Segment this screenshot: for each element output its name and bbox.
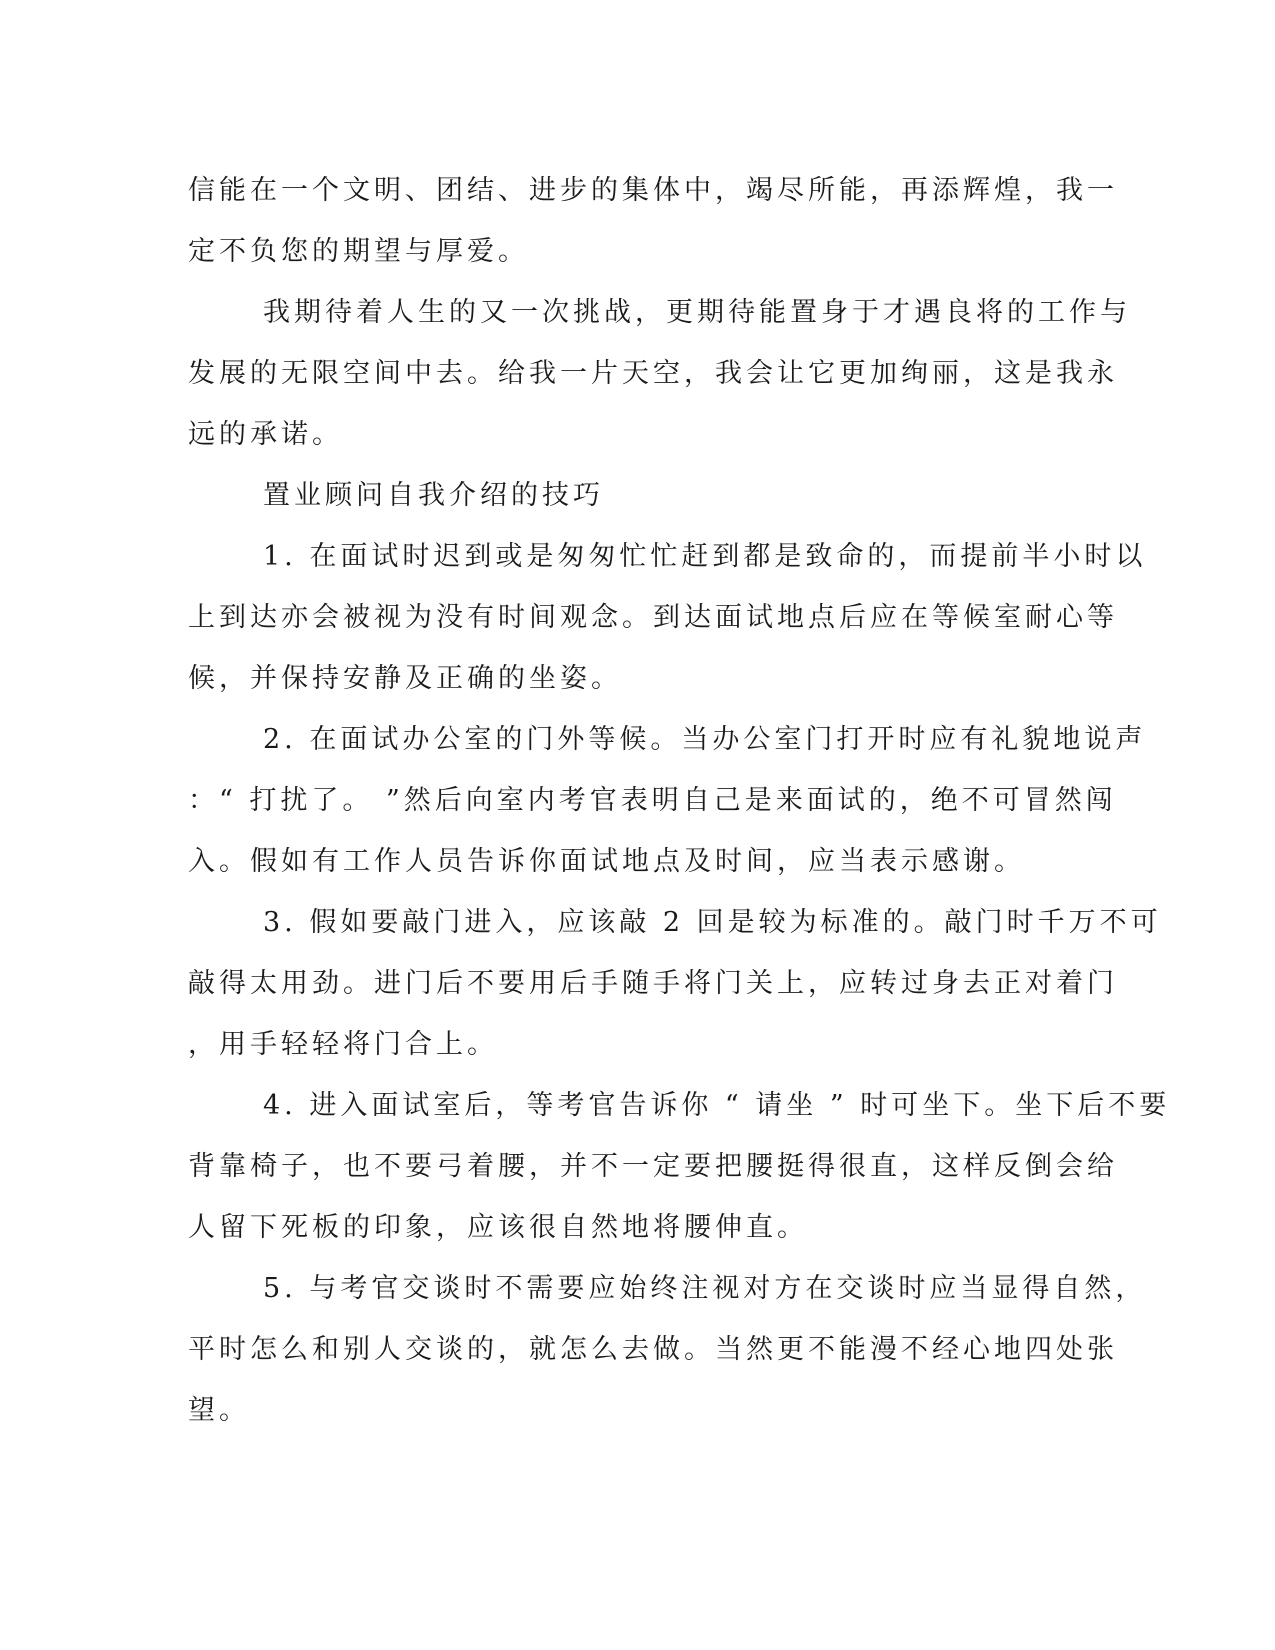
heading-text: 置业顾问自我介绍的技巧 xyxy=(263,480,604,511)
text-line: 发展的无限空间中去。给我一片天空，我会让它更加绚丽，这是我永 xyxy=(188,358,1118,389)
paragraph-tip-4 xyxy=(188,1075,1171,1258)
text-line: 我期待着人生的又一次挑战，更期待能置身于才遇良将的工作与 xyxy=(263,297,1131,328)
paragraph-1 xyxy=(188,160,1118,282)
text-line: 信能在一个文明、团结、进步的集体中，竭尽所能，再添辉煌，我一 xyxy=(188,175,1118,206)
text-line: 背靠椅子，也不要弓着腰，并不一定要把腰挺得很直，这样反倒会给 xyxy=(188,1151,1118,1182)
text-line: 入。假如有工作人员告诉你面试地点及时间，应当表示感谢。 xyxy=(188,846,1025,877)
paragraph-tip-2 xyxy=(188,709,1147,892)
text-line: ：“ 打扰了。 ”然后向室内考官表明自己是来面试的，绝不可冒然闯 xyxy=(188,785,1117,816)
text-line: 远的承诺。 xyxy=(188,419,343,450)
text-line: 人留下死板的印象，应该很自然地将腰伸直。 xyxy=(188,1212,808,1243)
text-line: 定不负您的期望与厚爱。 xyxy=(188,236,529,267)
paragraph-tip-3 xyxy=(188,892,1162,1075)
section-heading xyxy=(188,465,1080,526)
text-line: ，用手轻轻将门合上。 xyxy=(188,1029,498,1060)
paragraph-tip-5 xyxy=(188,1258,1147,1441)
text-line: 4. 进入面试室后，等考官告诉你 “ 请坐 ” 时可坐下。坐下后不要 xyxy=(263,1090,1171,1121)
text-line: 敲得太用劲。进门后不要用后手随手将门关上，应转过身去正对着门 xyxy=(188,968,1118,999)
text-line: 望。 xyxy=(188,1395,250,1426)
paragraph-2 xyxy=(188,282,1131,465)
body-text xyxy=(188,160,1171,1441)
text-line: 候，并保持安静及正确的坐姿。 xyxy=(188,663,622,694)
paragraph-tip-1 xyxy=(188,526,1147,709)
text-line: 上到达亦会被视为没有时间观念。到达面试地点后应在等候室耐心等 xyxy=(188,602,1118,633)
text-line: 1. 在面试时迟到或是匆匆忙忙赶到都是致命的，而提前半小时以 xyxy=(263,541,1147,572)
text-line: 平时怎么和别人交谈的，就怎么去做。当然更不能漫不经心地四处张 xyxy=(188,1334,1118,1365)
text-line: 2. 在面试办公室的门外等候。当办公室门打开时应有礼貌地说声 xyxy=(263,724,1147,755)
text-line: 3. 假如要敲门进入，应该敲 2 回是较为标准的。敲门时千万不可 xyxy=(263,907,1162,938)
text-line: 5. 与考官交谈时不需要应始终注视对方在交谈时应当显得自然， xyxy=(263,1273,1147,1304)
